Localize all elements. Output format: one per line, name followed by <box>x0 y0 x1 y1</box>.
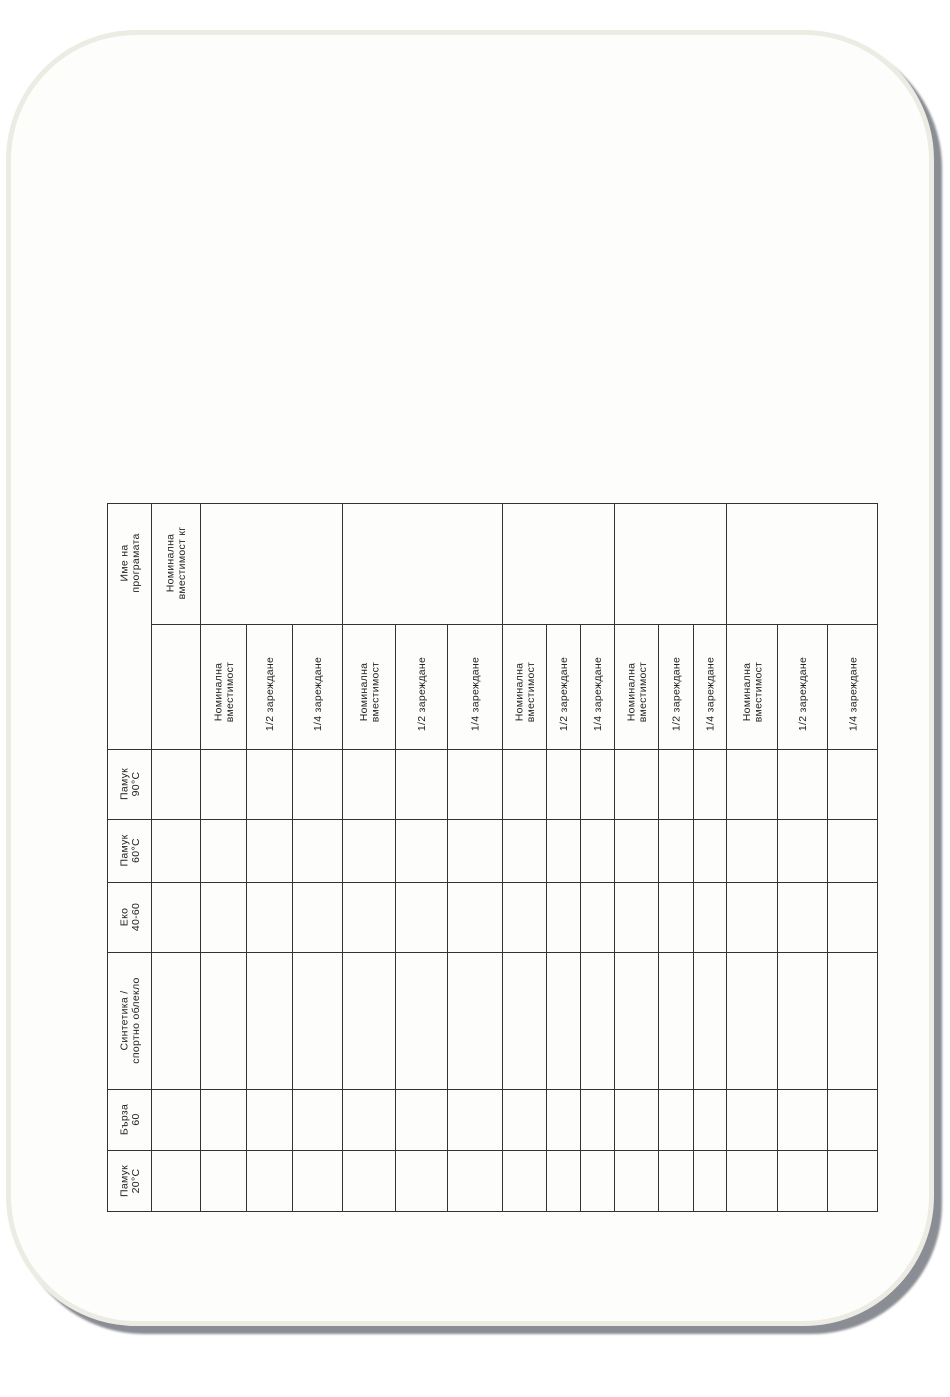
quarter-load-label: 1/4 зареждане <box>847 656 860 732</box>
program-name-cell: Памук90°C <box>118 767 142 801</box>
half-load-label: 1/2 зареждане <box>416 656 428 732</box>
program-name-header: Име напрограмата <box>118 533 142 593</box>
nominal-capacity-label: Номиналнавместимост <box>212 661 236 723</box>
half-load-label: 1/2 зареждане <box>670 656 683 732</box>
program-name-cell: Памук60°C <box>118 834 142 867</box>
half-load-label: 1/2 зареждане <box>797 656 809 732</box>
program-name-cell: Синтетика /спортно облекло <box>118 977 142 1064</box>
program-name-cell: Памук20°C <box>118 1164 142 1198</box>
half-load-label: 1/2 зареждане <box>264 656 276 732</box>
nominal-capacity-label: Номиналнавместимост <box>513 661 537 723</box>
quarter-load-label: 1/4 зареждане <box>469 656 482 732</box>
nominal-capacity-label: Номиналнавместимост <box>625 661 649 723</box>
nominal-capacity-label: Номиналнавместимост <box>740 661 765 723</box>
program-table <box>107 503 878 1212</box>
program-name-cell: Еко40-60 <box>118 902 142 932</box>
program-name-cell: Бърза60 <box>118 1103 142 1136</box>
quarter-load-label: 1/4 зареждане <box>312 656 324 732</box>
quarter-load-label: 1/4 зареждане <box>592 656 604 732</box>
half-load-label: 1/2 зареждане <box>558 656 570 732</box>
quarter-load-label: 1/4 зареждане <box>704 656 717 732</box>
capacity-kg-header: Номиналнавместимост кг <box>164 526 188 600</box>
nominal-capacity-label: Номиналнавместимост <box>357 661 382 723</box>
program-table-grid <box>107 503 878 1212</box>
